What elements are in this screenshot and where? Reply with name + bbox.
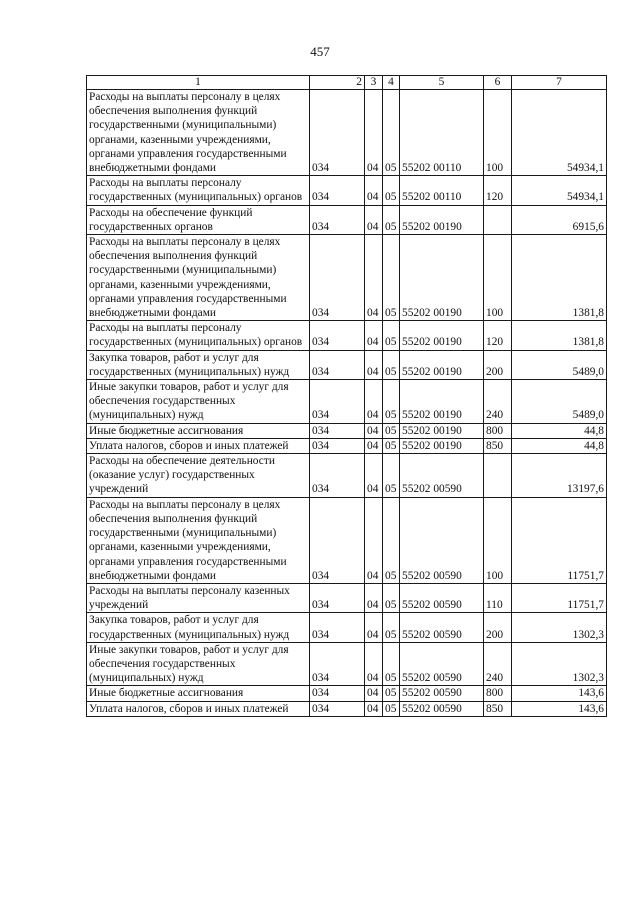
section-code: 04 [365, 423, 383, 438]
expense-name: Иные закупки товаров, работ и услуг для обеспечения государственных (муниципальных) нужд [87, 642, 310, 686]
subsection-code: 05 [383, 90, 400, 176]
amount: 44,8 [512, 438, 607, 453]
expense-type-code: 240 [484, 642, 512, 686]
amount: 44,8 [512, 423, 607, 438]
ministry-code: 034 [310, 642, 365, 686]
section-code: 04 [365, 438, 383, 453]
expense-name: Иные бюджетные ассигнования [87, 423, 310, 438]
subsection-code: 05 [383, 350, 400, 379]
amount: 1302,3 [512, 642, 607, 686]
expense-type-code: 110 [484, 583, 512, 612]
expense-name: Расходы на выплаты персоналу государственных (муниципальных) органов [87, 176, 310, 205]
header-row [87, 76, 607, 90]
ministry-code: 034 [310, 235, 365, 321]
target-article-code: 55202 00190 [400, 321, 484, 350]
budget-table [86, 75, 607, 717]
expense-name: Расходы на обеспечение деятельности (оказание услуг) государственных учреждений [87, 454, 310, 498]
header-col-4: 4 [383, 76, 400, 90]
expense-type-code: 120 [484, 321, 512, 350]
ministry-code: 034 [310, 583, 365, 612]
amount: 11751,7 [512, 497, 607, 583]
table-row [87, 583, 607, 612]
ministry-code: 034 [310, 686, 365, 701]
expense-name: Расходы на обеспечение функций государственных органов [87, 205, 310, 234]
ministry-code: 034 [310, 438, 365, 453]
expense-name: Уплата налогов, сборов и иных платежей [87, 438, 310, 453]
expense-name: Иные бюджетные ассигнования [87, 686, 310, 701]
section-code: 04 [365, 686, 383, 701]
target-article-code: 55202 00590 [400, 686, 484, 701]
target-article-code: 55202 00190 [400, 235, 484, 321]
table-row [87, 497, 607, 583]
expense-name: Расходы на выплаты персоналу в целях обеспечения выполнения функций государственными (муниципальными) органами, казенными учреждениями, органами управления государственными внебюджетными фондами [87, 497, 310, 583]
amount: 143,6 [512, 701, 607, 716]
amount: 54934,1 [512, 176, 607, 205]
ministry-code: 034 [310, 350, 365, 379]
amount: 5489,0 [512, 380, 607, 424]
section-code: 04 [365, 613, 383, 642]
section-code: 04 [365, 176, 383, 205]
target-article-code: 55202 00590 [400, 613, 484, 642]
expense-name: Расходы на выплаты персоналу в целях обеспечения выполнения функций государственными (муниципальными) органами, казенными учреждениями, органами управления государственными внебюджетными фондами [87, 235, 310, 321]
target-article-code: 55202 00190 [400, 423, 484, 438]
header-col-2: 2 [310, 76, 365, 90]
table-row [87, 350, 607, 379]
expense-type-code: 100 [484, 235, 512, 321]
subsection-code: 05 [383, 380, 400, 424]
subsection-code: 05 [383, 438, 400, 453]
ministry-code: 034 [310, 321, 365, 350]
amount: 5489,0 [512, 350, 607, 379]
header-col-6: 6 [484, 76, 512, 90]
section-code: 04 [365, 701, 383, 716]
target-article-code: 55202 00190 [400, 380, 484, 424]
table-row [87, 90, 607, 176]
target-article-code: 55202 00590 [400, 701, 484, 716]
subsection-code: 05 [383, 613, 400, 642]
expense-type-code: 200 [484, 350, 512, 379]
table-row [87, 423, 607, 438]
amount: 1302,3 [512, 613, 607, 642]
subsection-code: 05 [383, 176, 400, 205]
expense-type-code: 800 [484, 686, 512, 701]
subsection-code: 05 [383, 454, 400, 498]
header-col-7: 7 [512, 76, 607, 90]
expense-type-code: 100 [484, 497, 512, 583]
table-row [87, 380, 607, 424]
subsection-code: 05 [383, 701, 400, 716]
table-row [87, 235, 607, 321]
ministry-code: 034 [310, 380, 365, 424]
ministry-code: 034 [310, 613, 365, 642]
section-code: 04 [365, 497, 383, 583]
expense-type-code: 850 [484, 701, 512, 716]
target-article-code: 55202 00590 [400, 642, 484, 686]
subsection-code: 05 [383, 423, 400, 438]
expense-name: Уплата налогов, сборов и иных платежей [87, 701, 310, 716]
amount: 11751,7 [512, 583, 607, 612]
amount: 54934,1 [512, 90, 607, 176]
table-row [87, 686, 607, 701]
ministry-code: 034 [310, 176, 365, 205]
table-row [87, 642, 607, 686]
table-row [87, 205, 607, 234]
ministry-code: 034 [310, 90, 365, 176]
amount: 1381,8 [512, 321, 607, 350]
expense-type-code [484, 205, 512, 234]
subsection-code: 05 [383, 642, 400, 686]
target-article-code: 55202 00190 [400, 205, 484, 234]
target-article-code: 55202 00590 [400, 583, 484, 612]
expense-name: Иные закупки товаров, работ и услуг для обеспечения государственных (муниципальных) нужд [87, 380, 310, 424]
subsection-code: 05 [383, 235, 400, 321]
section-code: 04 [365, 350, 383, 379]
section-code: 04 [365, 235, 383, 321]
expense-name: Расходы на выплаты персоналу государственных (муниципальных) органов [87, 321, 310, 350]
section-code: 04 [365, 90, 383, 176]
expense-name: Закупка товаров, работ и услуг для государственных (муниципальных) нужд [87, 350, 310, 379]
target-article-code: 55202 00590 [400, 454, 484, 498]
page-number: 457 [310, 44, 330, 59]
target-article-code: 55202 00190 [400, 350, 484, 379]
section-code: 04 [365, 205, 383, 234]
expense-name: Закупка товаров, работ и услуг для государственных (муниципальных) нужд [87, 613, 310, 642]
table-row [87, 321, 607, 350]
table-row [87, 438, 607, 453]
ministry-code: 034 [310, 205, 365, 234]
ministry-code: 034 [310, 497, 365, 583]
table-row [87, 176, 607, 205]
table-row [87, 454, 607, 498]
expense-type-code: 800 [484, 423, 512, 438]
expense-type-code: 120 [484, 176, 512, 205]
subsection-code: 05 [383, 205, 400, 234]
header-col-5: 5 [400, 76, 484, 90]
expense-name: Расходы на выплаты персоналу в целях обеспечения выполнения функций государственными (муниципальными) органами, казенными учреждениями, органами управления государственными внебюджетными фондами [87, 90, 310, 176]
subsection-code: 05 [383, 497, 400, 583]
subsection-code: 05 [383, 321, 400, 350]
ministry-code: 034 [310, 701, 365, 716]
amount: 13197,6 [512, 454, 607, 498]
expense-name: Расходы на выплаты персоналу казенных учреждений [87, 583, 310, 612]
amount: 1381,8 [512, 235, 607, 321]
expense-type-code: 240 [484, 380, 512, 424]
section-code: 04 [365, 454, 383, 498]
expense-type-code [484, 454, 512, 498]
amount: 6915,6 [512, 205, 607, 234]
section-code: 04 [365, 380, 383, 424]
table-row [87, 701, 607, 716]
section-code: 04 [365, 321, 383, 350]
ministry-code: 034 [310, 454, 365, 498]
section-code: 04 [365, 583, 383, 612]
target-article-code: 55202 00110 [400, 90, 484, 176]
subsection-code: 05 [383, 686, 400, 701]
target-article-code: 55202 00110 [400, 176, 484, 205]
header-col-1: 1 [87, 76, 310, 90]
expense-type-code: 100 [484, 90, 512, 176]
table-row [87, 613, 607, 642]
expense-type-code: 850 [484, 438, 512, 453]
target-article-code: 55202 00590 [400, 497, 484, 583]
ministry-code: 034 [310, 423, 365, 438]
section-code: 04 [365, 642, 383, 686]
header-col-3: 3 [365, 76, 383, 90]
expense-type-code: 200 [484, 613, 512, 642]
subsection-code: 05 [383, 583, 400, 612]
target-article-code: 55202 00190 [400, 438, 484, 453]
amount: 143,6 [512, 686, 607, 701]
